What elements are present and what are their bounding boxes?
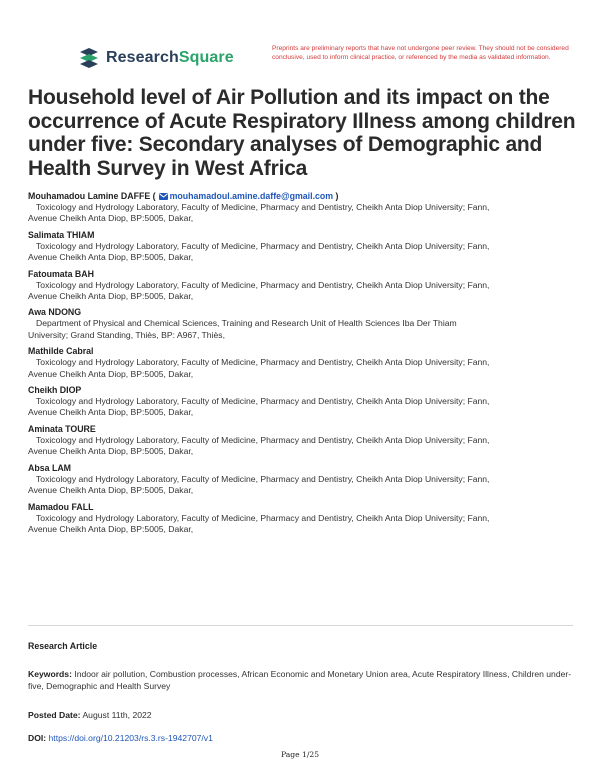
mail-icon (159, 193, 168, 200)
author-name: Mouhamadou Lamine DAFFE (28, 191, 151, 201)
logo-wordmark (106, 49, 234, 67)
author-affiliation: Toxicology and Hydrology Laboratory, Faculty of Medicine, Pharmacy and Dentistry, Cheikh Anta Diop University; Fann, Avenue Cheikh Anta Diop, BP:5005, Dakar, (28, 512, 490, 534)
author-entry (28, 268, 580, 303)
author-affiliation: Toxicology and Hydrology Laboratory, Faculty of Medicine, Pharmacy and Dentistry, Cheikh Anta Diop University; Fann, Avenue Cheikh Anta Diop, BP:5005, Dakar, (28, 202, 490, 224)
doi-link[interactable]: https://doi.org/10.21203/rs.3.rs-1942707/v1 (48, 733, 213, 743)
author-name: Mathilde Cabral (28, 346, 94, 357)
page-header (78, 44, 576, 84)
author-affiliation: Toxicology and Hydrology Laboratory, Faculty of Medicine, Pharmacy and Dentistry, Cheikh Anta Diop University; Fann, Avenue Cheikh Anta Diop, BP:5005, Dakar, (28, 396, 490, 418)
article-type: Research Article (28, 641, 98, 651)
research-square-logo-icon (78, 48, 100, 68)
section-divider (28, 625, 573, 626)
posted-date-value: August 11th, 2022 (82, 710, 152, 720)
posted-date-label: Posted Date: (28, 710, 81, 720)
author-affiliation: Toxicology and Hydrology Laboratory, Faculty of Medicine, Pharmacy and Dentistry, Cheikh Anta Diop University; Fann, Avenue Cheikh Anta Diop, BP:5005, Dakar, (28, 357, 490, 379)
author-entry (28, 462, 580, 497)
author-entry (28, 345, 580, 380)
author-email-link[interactable]: mouhamadoul.amine.daffe@gmail.com (169, 191, 334, 201)
author-entry (28, 306, 580, 341)
author-entry (28, 190, 580, 225)
author-name: Fatoumata BAH (28, 268, 94, 279)
author-affiliation: Toxicology and Hydrology Laboratory, Faculty of Medicine, Pharmacy and Dentistry, Cheikh Anta Diop University; Fann, Avenue Cheikh Anta Diop, BP:5005, Dakar, (28, 240, 490, 263)
posted-date (28, 710, 152, 720)
logo-name: Research (106, 49, 179, 66)
author-entry (28, 501, 580, 536)
author-entry (28, 384, 580, 419)
paper-title: Household level of Air Pollution and its impact on the occurrence of Acute Respiratory Illness among children under five: Secondary analyses of Demographic and Health Survey in West Africa (28, 86, 576, 180)
author-name: Salimata THIAM (28, 229, 95, 240)
author-name: Cheikh DIOP (28, 385, 82, 396)
keywords-label: Keywords: (28, 669, 72, 679)
author-affiliation: Toxicology and Hydrology Laboratory, Faculty of Medicine, Pharmacy and Dentistry, Cheikh Anta Diop University; Fann, Avenue Cheikh Anta Diop, BP:5005, Dakar, (28, 279, 490, 302)
author-entry (28, 423, 580, 458)
doi-label: DOI: (28, 733, 47, 743)
author-name: Mamadou FALL (28, 501, 94, 512)
doi (28, 733, 213, 743)
author-affiliation: Toxicology and Hydrology Laboratory, Faculty of Medicine, Pharmacy and Dentistry, Cheikh Anta Diop University; Fann, Avenue Cheikh Anta Diop, BP:5005, Dakar, (28, 473, 490, 496)
author-email-wrapper: ( mouhamadoul.amine.daffe@gmail.com ) (152, 191, 339, 201)
author-list (28, 190, 580, 539)
author-affiliation: Department of Physical and Chemical Sciences, Training and Research Unit of Health Sciences Iba Der Thiam University; Grand Standing, Thiès, BP: A967, Thiès, (28, 318, 457, 340)
logo-accent: Square (178, 49, 234, 66)
page-number: Page 1/25 (280, 750, 320, 759)
author-name: Awa NDONG (28, 307, 82, 318)
research-square-logo[interactable] (78, 48, 234, 68)
author-affiliation: Toxicology and Hydrology Laboratory, Faculty of Medicine, Pharmacy and Dentistry, Cheikh Anta Diop University; Fann, Avenue Cheikh Anta Diop, BP:5005, Dakar, (28, 434, 490, 457)
author-name: Aminata TOURE (28, 423, 96, 434)
keywords-value: Indoor air pollution, Combustion processes, African Economic and Monetary Union area, Acute Respiratory Illness, Children under-five, Demographic and Health Survey (28, 669, 572, 691)
keywords (28, 668, 573, 692)
preprint-disclaimer: Preprints are preliminary reports that have not undergone peer review. They should not be considered conclusive, used to inform clinical practice, or referenced by the media as validated information. (272, 45, 569, 61)
author-entry (28, 229, 580, 264)
author-name: Absa LAM (28, 462, 72, 473)
